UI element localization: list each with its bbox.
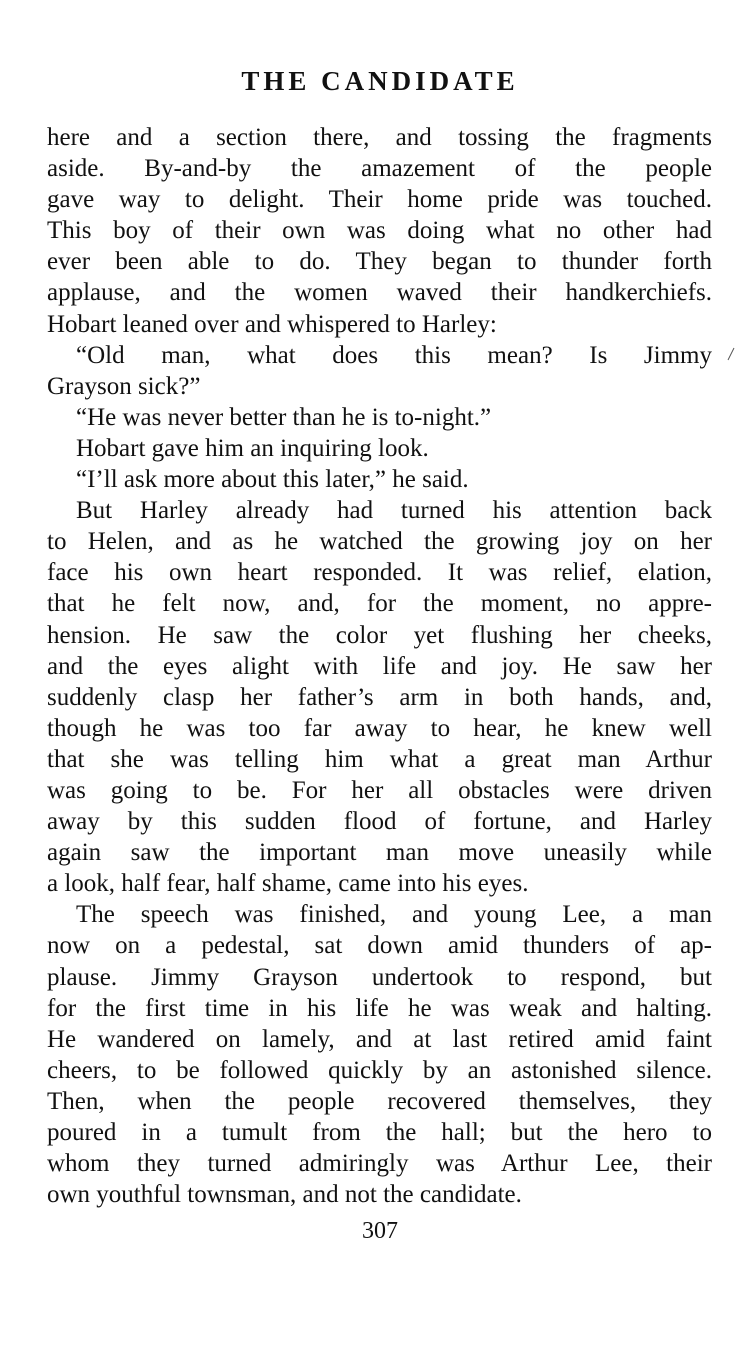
text-line: that she was telling him what a great man Arthur — [47, 745, 712, 773]
text-line: Hobart gave him an inquiring look. — [76, 434, 429, 462]
text-line: poured in a tumult from the hall; but the hero to — [47, 1119, 712, 1146]
text-line: for the first time in his life he was weak and halting. — [47, 994, 712, 1022]
text-line: plause. Jimmy Grayson undertook to respond, but — [47, 963, 712, 991]
text-line: though he was too far away to hear, he knew well — [47, 714, 712, 742]
text-line: “He was never better than he is to-night.” — [76, 403, 492, 431]
text-line: Then, when the people recovered themselves, they — [47, 1087, 712, 1115]
text-line: to Helen, and as he watched the growing joy on her — [47, 528, 712, 556]
text-line: a look, half fear, half shame, came into his eyes. — [47, 870, 529, 898]
text-line: was going to be. For her all obstacles were driven — [47, 776, 712, 804]
text-line: ever been able to do. They began to thunder forth — [47, 248, 712, 276]
margin-pencil-mark — [726, 347, 736, 361]
text-line: applause, and the women waved their handkerchiefs. — [47, 279, 712, 307]
text-line: But Harley already had turned his attention back — [76, 497, 712, 525]
text-line: here and a section there, and tossing the fragments — [47, 124, 712, 151]
text-line: whom they turned admiringly was Arthur Lee, their — [47, 1150, 712, 1178]
text-line: cheers, to be followed quickly by an astonished silence. — [47, 1056, 712, 1084]
text-line: aside. By-and-by the amazement of the people — [47, 155, 712, 183]
text-line: away by this sudden flood of fortune, and Harley — [47, 808, 712, 836]
text-line: gave way to delight. Their home pride was touched. — [47, 186, 712, 214]
text-line: He wandered on lamely, and at last retired amid faint — [47, 1025, 712, 1053]
text-line: and the eyes alight with life and joy. He saw her — [47, 652, 712, 680]
text-line: Grayson sick?” — [47, 372, 201, 400]
text-line: The speech was finished, and young Lee, a man — [76, 901, 712, 929]
text-line: suddenly clasp her father’s arm in both hands, and, — [47, 683, 712, 711]
text-line: now on a pedestal, sat down amid thunders of ap- — [47, 932, 712, 960]
text-line: again saw the important man move uneasily while — [47, 839, 712, 867]
text-line: hension. He saw the color yet flushing her cheeks, — [47, 621, 712, 649]
text-line: This boy of their own was doing what no other had — [47, 217, 712, 245]
body-text — [47, 122, 712, 1210]
text-line: “Old man, what does this mean? Is Jimmy — [76, 341, 712, 369]
page-number: 307 — [362, 1218, 398, 1244]
text-line: “I’ll ask more about this later,” he said. — [76, 466, 469, 494]
text-line: own youthful townsman, and not the candidate. — [47, 1181, 522, 1209]
text-line: Hobart leaned over and whispered to Harley: — [47, 310, 497, 338]
text-line: face his own heart responded. It was relief, elation, — [47, 559, 712, 587]
running-head: THE CANDIDATE — [241, 66, 519, 96]
text-line: that he felt now, and, for the moment, no appre- — [47, 590, 712, 618]
